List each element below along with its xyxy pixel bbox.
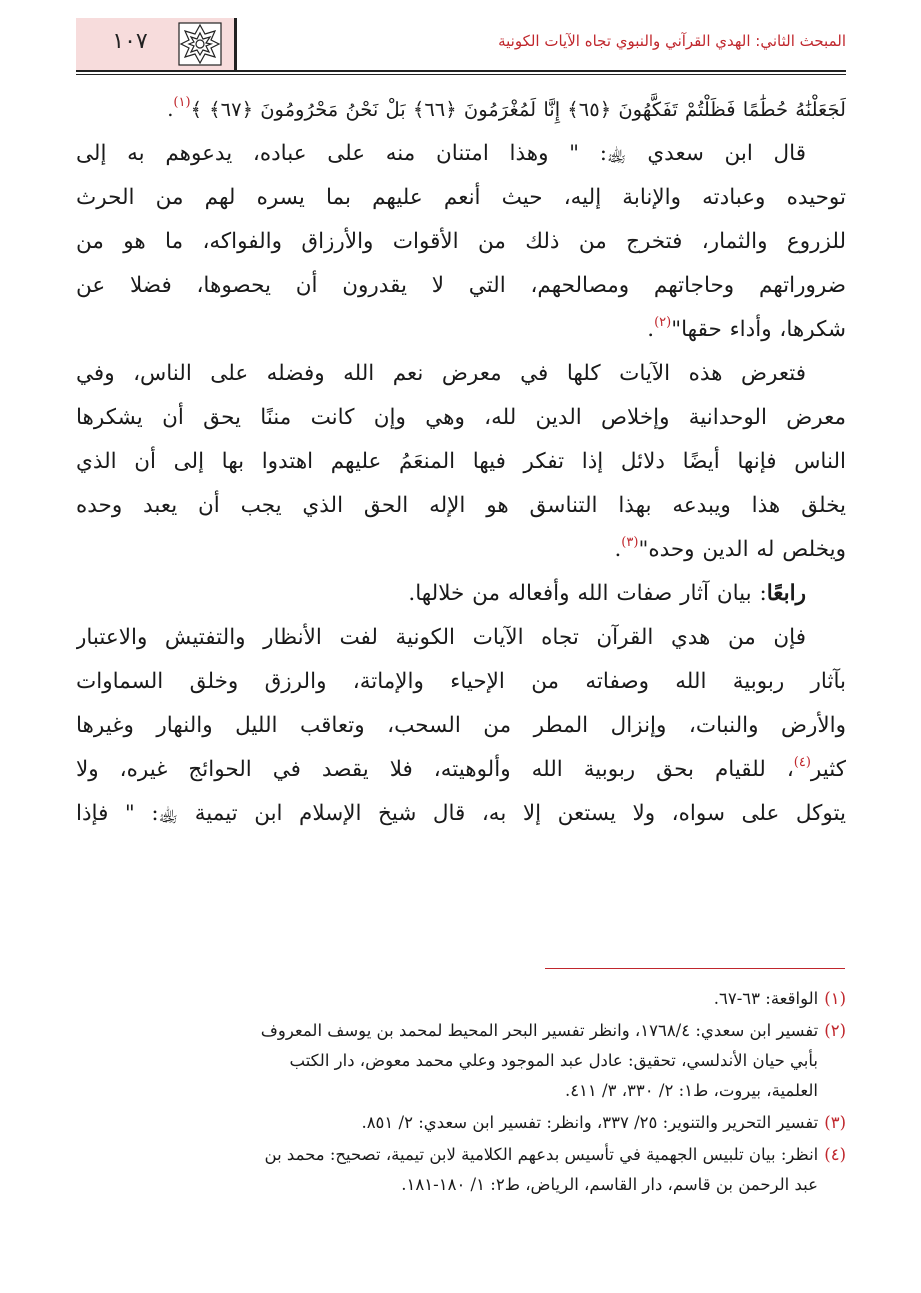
footnote-2-cont: العلمية، بيروت، ط١: ٢/ ٣٣٠، ٣/ ٤١١. [564,1081,818,1100]
geometric-star-ornament-icon [178,22,222,66]
page-header [76,18,846,72]
text-line: ضروراتهم وحاجاتهم ومصالحهم، التي لا يقدرون أن يحصوها، فضلا عن [76,273,846,298]
quran-verse: لَجَعَلْنَٰهُ حُطَٰمًا فَظَلْتُمْ تَفَكَّهُونَ ﴿٦٥﴾ إِنَّا لَمُغْرَمُونَ ﴿٦٦﴾ بَلْ نَحْنُ مَحْرُومُونَ ﴿٦٧﴾ ﴾ [190,98,846,121]
footnotes [76,984,846,1200]
text-line: كثير$^{(٤)}$، للقيام بحق ربوبية الله وألوهيته، فلا يقصد في الحوائج غيره، ولا [76,755,846,782]
footnote-3: (٣)تفسير التحرير والتنوير: ٢٥/ ٣٣٧، وانظر: تفسير ابن سعدي: ٢/ ٨٥١. [361,1113,846,1132]
header-rule-thin [76,74,846,75]
footnote-separator [545,968,845,969]
page-number: ١٠٧ [112,29,148,54]
quran-verse-line: لَجَعَلْنَٰهُ حُطَٰمًا فَظَلْتُمْ تَفَكَّهُونَ ﴿٦٥﴾ إِنَّا لَمُغْرَمُونَ ﴿٦٦﴾ بَلْ نَحْنُ مَحْرُومُونَ ﴿٦٧﴾ ﴾$^{(١)}$. [167,95,846,121]
section-heading: رابعًا: بيان آثار صفات الله وأفعاله من خلالها. [408,581,806,606]
text-line: شكرها، وأداء حقها"$^{(٢)}$. [647,315,846,342]
header-rule [76,70,846,72]
footnote-ref: (١) [173,95,191,110]
footnote-2: (٢)تفسير ابن سعدي: ١٧٦٨/٤، وانظر تفسير البحر المحيط لمحمد بن يوسف المعروف [260,1021,846,1040]
text-line: فإن من هدي القرآن تجاه الآيات الكونية لفت الأنظار والتفتيش والاعتبار [76,625,806,650]
main-text [76,88,846,836]
footnote-4-cont: عبد الرحمن بن قاسم، دار القاسم، الرياض، ط٢: ١/ ١٨٠-١٨١. [401,1175,818,1194]
footnote-ref: (٤) [793,755,811,770]
text-line: يتوكل على سواه، ولا يستعن إلا به، قال شيخ الإسلام ابن تيمية ﵀: " فإذا [76,801,846,826]
text-line: للزروع والثمار، فتخرج من ذلك من الأقوات والأرزاق والفواكه، ما هو من [76,229,846,254]
text-line: يخلق هذا ويبدعه بهذا التناسق هو الإله الحق الذي يجب أن يعبد وحده [76,493,846,518]
text-line: معرض الوحدانية وإخلاص الدين لله، وهي وإن كانت مننًا يحق أن يشكرها [76,405,846,430]
footnote-4: (٤)انظر: بيان تلبيس الجهمية في تأسيس بدعهم الكلامية لابن تيمية، تصحيح: محمد بن [264,1145,846,1164]
text-line: بآثار ربوبية الله وصفاته من الإحياء والإماتة، والرزق وخلق السماوات [76,669,846,694]
footnote-2-cont: بأبي حيان الأندلسي، تحقيق: عادل عبد الموجود وعلي محمد معوض، دار الكتب [289,1051,818,1070]
text-line: الناس فإنها أيضًا دلائل إذا تفكر فيها المنعَمُ عليهم اهتدوا بها إلى أن الذي [76,449,846,474]
footnote-ref: (٣) [621,535,639,550]
text-line: فتعرض هذه الآيات كلها في معرض نعم الله وفضله على الناس، وفي [76,361,806,386]
footnote-ref: (٢) [654,315,672,330]
text-line: والأرض والنبات، وإنزال المطر من السحب، وتعاقب الليل والنهار وغيرها [76,713,846,738]
section-heading-label: رابعًا [766,581,806,606]
page-number-box [76,18,237,70]
text-line: قال ابن سعدي ﵀: " وهذا امتنان منه على عباده، يدعوهم به إلى [76,141,806,166]
footnote-1: (١)الواقعة: ٦٣-٦٧. [713,989,846,1008]
running-head-title: المبحث الثاني: الهدي القرآني والنبوي تجاه الآيات الكونية [498,32,846,50]
text-line: توحيده وعبادته والإنابة إليه، حيث أنعم عليهم بما يسره لهم من الحرث [76,185,846,210]
text-line: ويخلص له الدين وحده"$^{(٣)}$. [614,535,846,562]
